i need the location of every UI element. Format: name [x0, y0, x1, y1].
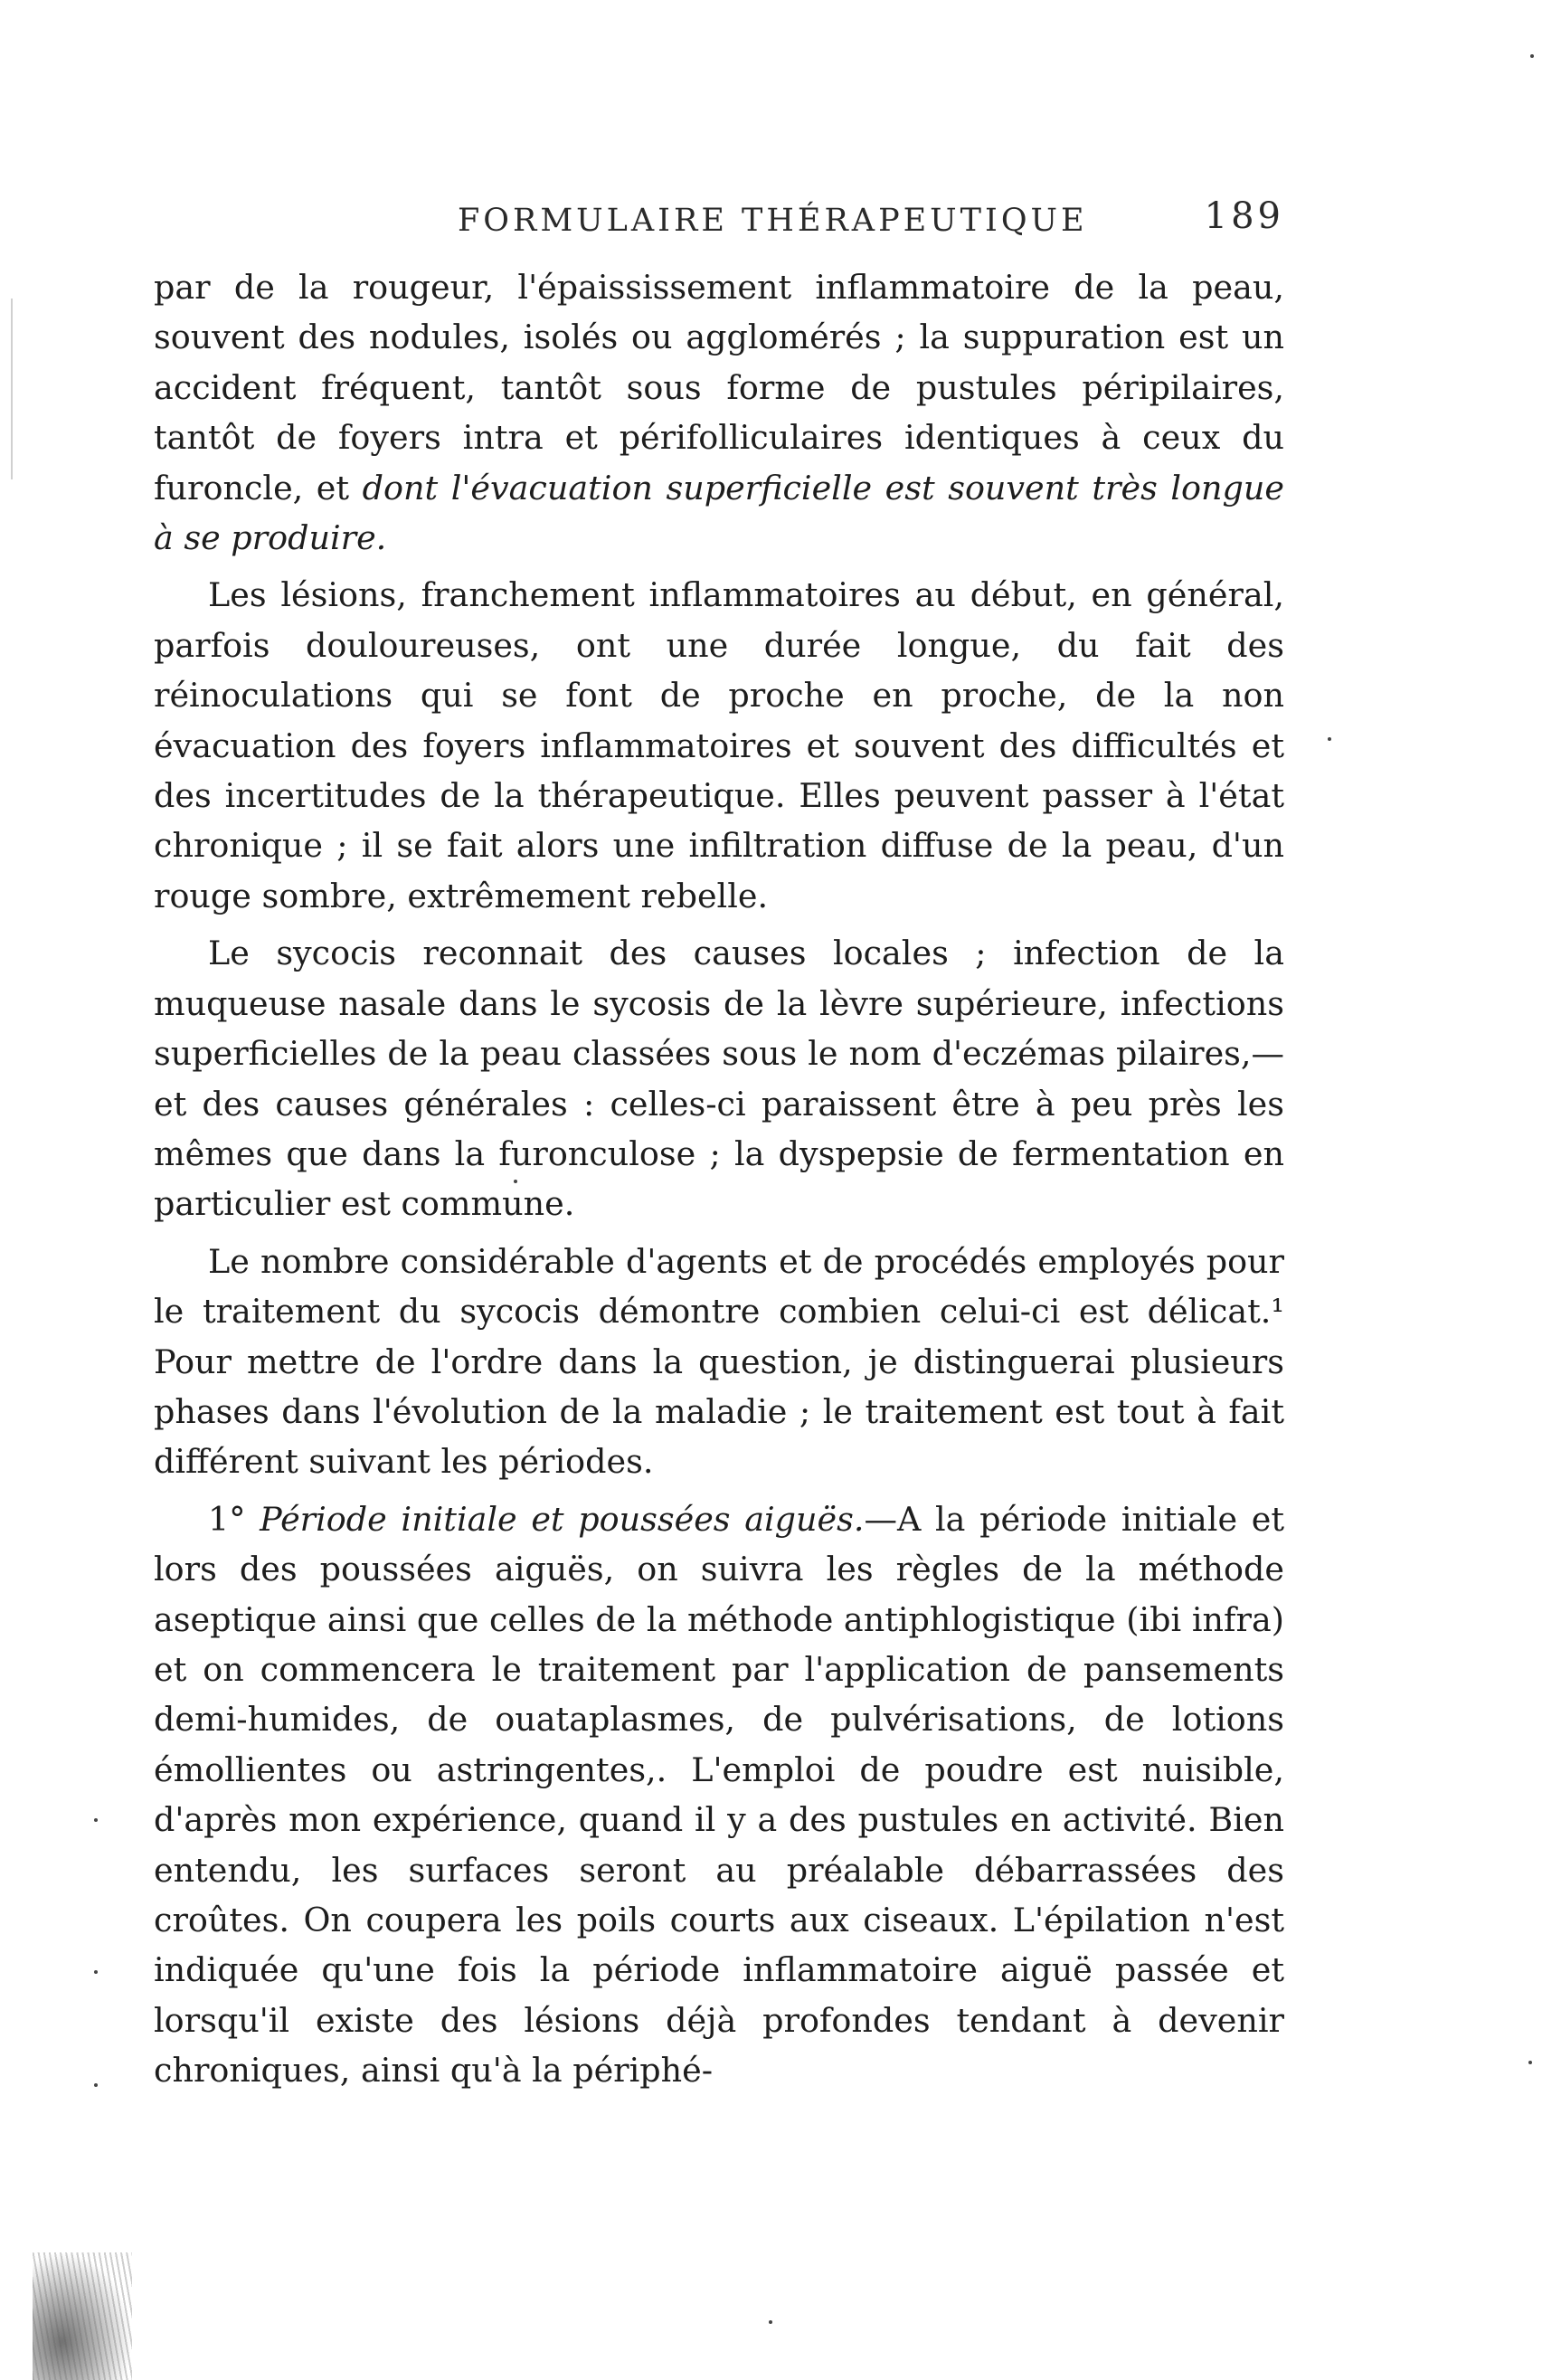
paragraph-4 [154, 1237, 1284, 1487]
paragraph-4-text: Le nombre considérable d'agents et de procédés employés pour le traitement du sycocis démontre combien celui-ci est délicat.¹ Pour mettre de l'ordre dans la question, je distinguerai plusieurs phases dans l'évolution de la maladie ; le traitement est tout à fait différent suivant les périodes. [154, 1241, 1284, 1482]
paragraph-3-text: Le sycocis reconnait des causes locales ; infection de la muqueuse nasale dans le sycosis de la lèvre supérieure, infections superficielles de la peau classées sous le nom d'eczémas pilaires,—et des causes générales : celles-ci paraissent être à peu près les mêmes que dans la furonculose ; la dyspepsie de fermentation en particulier est commune. [154, 934, 1284, 1224]
paragraph-5-text: —A la période initiale et lors des poussées aiguës, on suivra les règles de la méthode aseptique ainsi que celles de la méthode antiphlogistique (ibi infra) et on commencera le traitement par l'application de pansements demi-humides, de ouataplasmes, de pulvérisations, de lotions émollientes ou astringentes,. L'emploi de poudre est nuisible, d'après mon expérience, quand il y a des pustules en activité. Bien entendu, les surfaces seront au préalable débarrassées des croûtes. On coupera les poils courts aux ciseaux. L'épilation n'est indiquée qu'une fois la période inflammatoire aiguë passée et lorsqu'il existe des lésions déjà profondes tendant à devenir chroniques, ainsi qu'à la périphé- [154, 1499, 1284, 2091]
page-number: 189 [1204, 195, 1284, 237]
scan-speck [769, 2320, 772, 2324]
paragraph-3 [154, 928, 1284, 1228]
paragraph-2 [154, 570, 1284, 921]
paragraph-5-lead: 1° [208, 1499, 260, 1539]
paragraph-2-text: Les lésions, franchement inflammatoires au début, en général, parfois douloureuses, ont une durée longue, du fait des réinoculations qui se font de proche en proche, de la non évacuation des foyers inflammatoires et souvent des difficultés et des incertitudes de la thérapeutique. Elles peuvent passer à l'état chronique ; il se fait alors une infiltration diffuse de la peau, d'un rouge sombre, extrêmement rebelle. [154, 575, 1284, 915]
running-title: FORMULAIRE THÉRAPEUTIQUE [458, 203, 1088, 239]
body-text [154, 262, 1284, 2103]
scan-speck [514, 1180, 517, 1183]
paragraph-5 [154, 1494, 1284, 2096]
paragraph-5-heading: Période initiale et poussées aiguës. [260, 1499, 865, 1539]
scan-speck [94, 1818, 98, 1822]
scan-speck [94, 1970, 98, 1974]
scan-speck [1528, 2061, 1532, 2064]
scan-speck [1530, 54, 1534, 58]
scan-speck [1328, 737, 1331, 741]
scan-speck [94, 2083, 98, 2087]
scan-edge-stain [33, 2252, 132, 2380]
paragraph-1-text: par de la rougeur, l'épaississement inflammatoire de la peau, souvent des nodules, isolés ou agglomérés ; la suppuration est un accident fréquent, tantôt sous forme de pustules péripilaires, tantôt de foyers intra et périfolliculaires identiques à ceux du furoncle, et [154, 268, 1284, 507]
scan-margin-artifact [11, 299, 13, 479]
page-header [154, 195, 1284, 250]
paragraph-1-italic: dont l'évacuation superficielle est souvent très longue à se produire. [154, 468, 1285, 558]
paragraph-1 [154, 262, 1284, 563]
